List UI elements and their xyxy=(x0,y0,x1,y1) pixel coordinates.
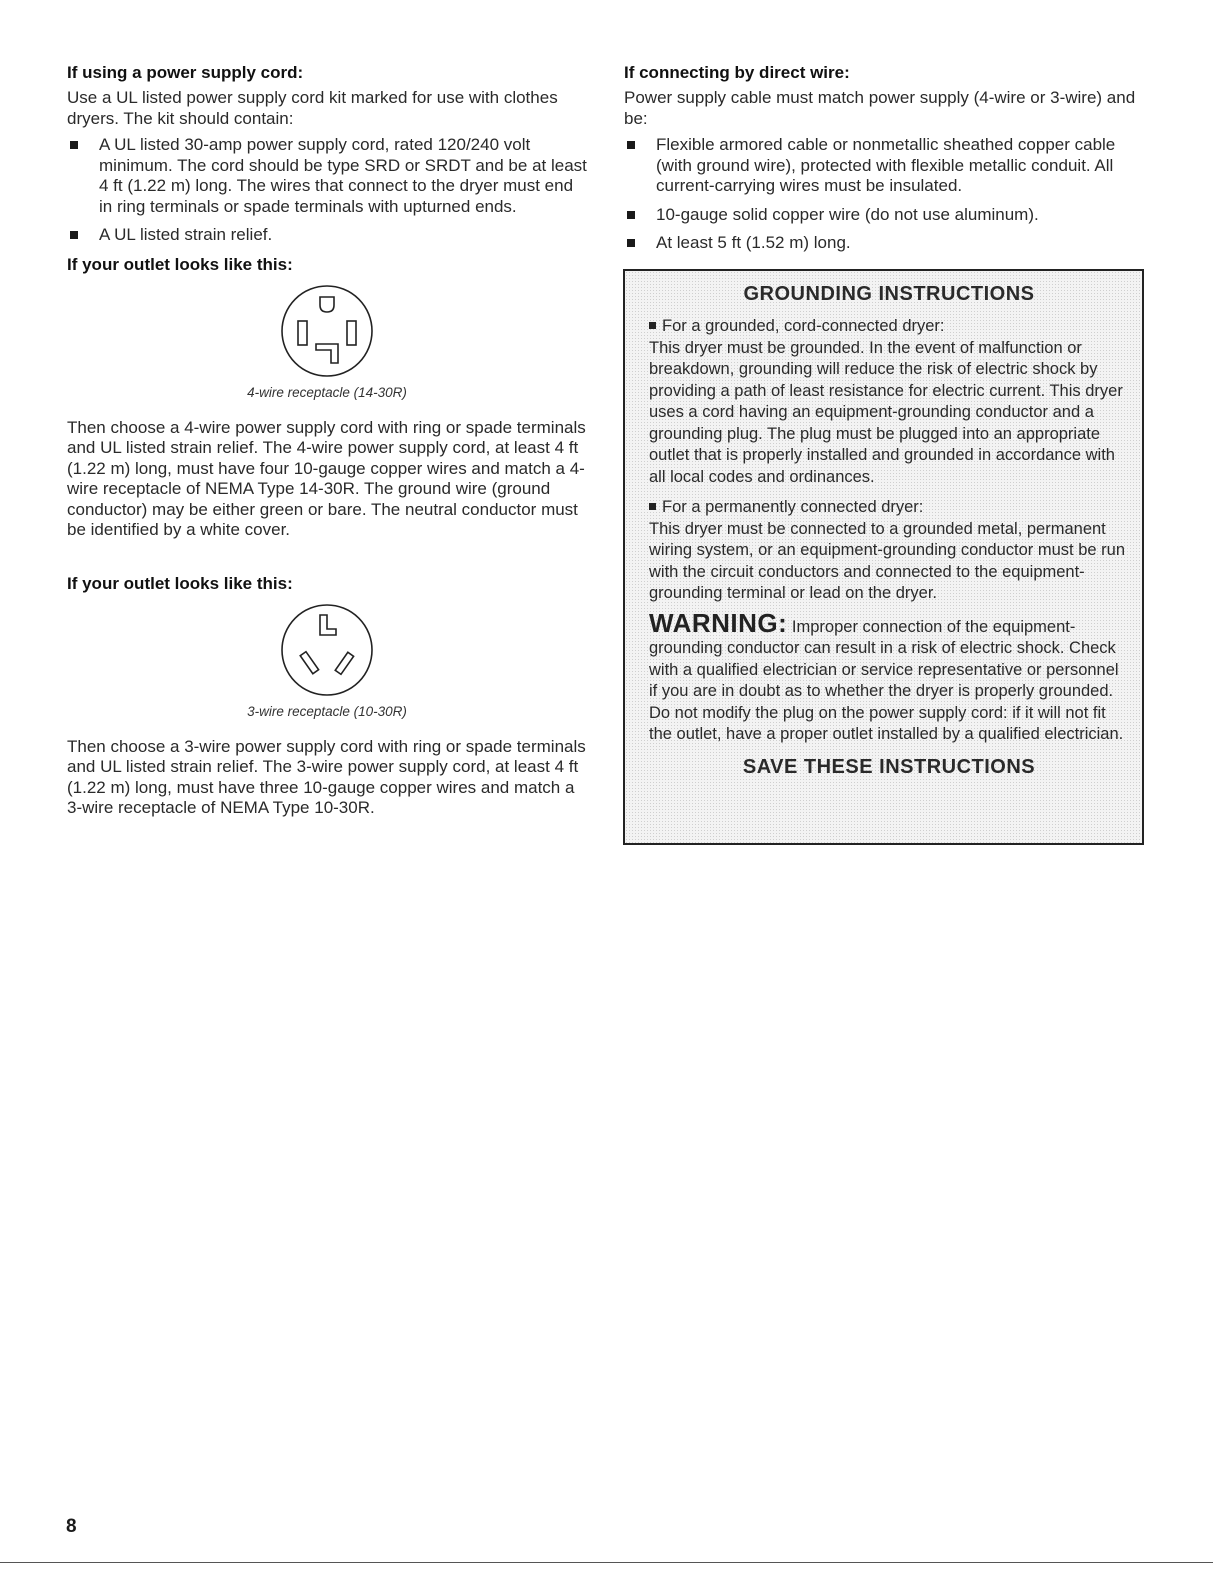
save-instructions: SAVE THESE INSTRUCTIONS xyxy=(742,755,1036,778)
cord-intro: Use a UL listed power supply cord kit marked for use with clothes dryers. The kit should contain: xyxy=(67,88,558,128)
cord-list xyxy=(67,135,587,246)
direct-list xyxy=(624,135,1146,254)
bottom-divider xyxy=(0,1562,1213,1563)
cord-heading: If using a power supply cord: xyxy=(67,63,304,82)
list-item: A UL listed strain relief. xyxy=(67,225,587,246)
outlet1-heading: If your outlet looks like this: xyxy=(67,254,293,274)
page-number: 8 xyxy=(66,1516,77,1537)
bullet-square-icon xyxy=(627,141,635,149)
bullet-square-icon xyxy=(70,141,78,149)
bullet-square-icon xyxy=(627,239,635,247)
warning-text: Improper connection of the equipment-grounding conductor can result in a risk of electric shock. Check with a qualified electrician or service representative or personnel if you are in doubt as to whether the dryer is properly grounded. Do not modify the plug on the power supply cord: if it will not fit the outlet, have a proper outlet installed by a qualified electrician. xyxy=(649,617,1124,743)
list-item: A UL listed 30-amp power supply cord, rated 120/240 volt minimum. The cord should be type SRD or SRDT and be at least 4 ft (1.22 m) long. The wires that connect to the dryer must end in ring terminals or spade terminals with upturned ends. xyxy=(67,135,587,217)
outlet2-text: Then choose a 3-wire power supply cord with ring or spade terminals and UL listed strain relief. The 3-wire power supply cord, at least 4 ft (1.22 m) long, must have three 10-gauge copper wires and match a 3-wire receptacle of NEMA Type 10-30R. xyxy=(67,736,586,817)
receptacle-3wire-icon xyxy=(279,602,375,698)
list-item: At least 5 ft (1.52 m) long. xyxy=(624,233,1146,254)
direct-heading: If connecting by direct wire: xyxy=(624,63,850,82)
receptacle-3wire-figure xyxy=(67,602,587,698)
permanent-label: For a permanently connected dryer: xyxy=(649,497,1129,519)
warning-paragraph xyxy=(649,607,1129,746)
bullet-square-icon xyxy=(627,211,635,219)
grounding-title: GROUNDING INSTRUCTIONS xyxy=(743,283,1035,305)
permanent-text: This dryer must be connected to a grounded metal, permanent wiring system, or an equipment-grounding conductor must be run with the circuit conductors and connected to the equipment-grounding terminal or lead on the dryer. xyxy=(649,519,1125,602)
outlet2-heading: If your outlet looks like this: xyxy=(67,573,293,593)
receptacle-4wire-icon xyxy=(279,283,375,379)
warning-label: WARNING: xyxy=(649,607,788,638)
bullet-square-icon xyxy=(70,231,78,239)
cord-connected-text: This dryer must be grounded. In the event of malfunction or breakdown, grounding will reduce the risk of electric shock by providing a path of least resistance for electric current. This dryer uses a cord having an equipment-grounding conductor and a grounding plug. The plug must be plugged into an appropriate outlet that is properly installed and grounded in accordance with all local codes and ordinances. xyxy=(649,338,1123,486)
bullet-square-icon xyxy=(649,503,656,510)
outlet2-caption: 3-wire receptacle (10-30R) xyxy=(247,703,407,719)
left-column xyxy=(67,62,587,819)
grounding-instructions-box xyxy=(623,269,1144,845)
receptacle-4wire-figure xyxy=(67,283,587,379)
list-item: Flexible armored cable or nonmetallic sheathed copper cable (with ground wire), protected with flexible metallic conduit. All current-carrying wires must be insulated. xyxy=(624,135,1146,197)
bullet-square-icon xyxy=(649,322,656,329)
list-item: 10-gauge solid copper wire (do not use aluminum). xyxy=(624,205,1146,226)
outlet1-text: Then choose a 4-wire power supply cord with ring or spade terminals and UL listed strain relief. The 4-wire power supply cord, at least 4 ft (1.22 m) long, must have four 10-gauge copper wires and match a 4-wire receptacle of NEMA Type 14-30R. The ground wire (ground conductor) may be either green or bare. The neutral conductor must be identified by a white cover. xyxy=(67,417,586,539)
direct-intro: Power supply cable must match power supply (4-wire or 3-wire) and be: xyxy=(624,88,1136,128)
cord-connected-label: For a grounded, cord-connected dryer: xyxy=(649,316,1129,338)
right-column xyxy=(624,62,1146,262)
outlet1-caption: 4-wire receptacle (14-30R) xyxy=(247,384,407,400)
grounding-box-content xyxy=(649,283,1129,789)
